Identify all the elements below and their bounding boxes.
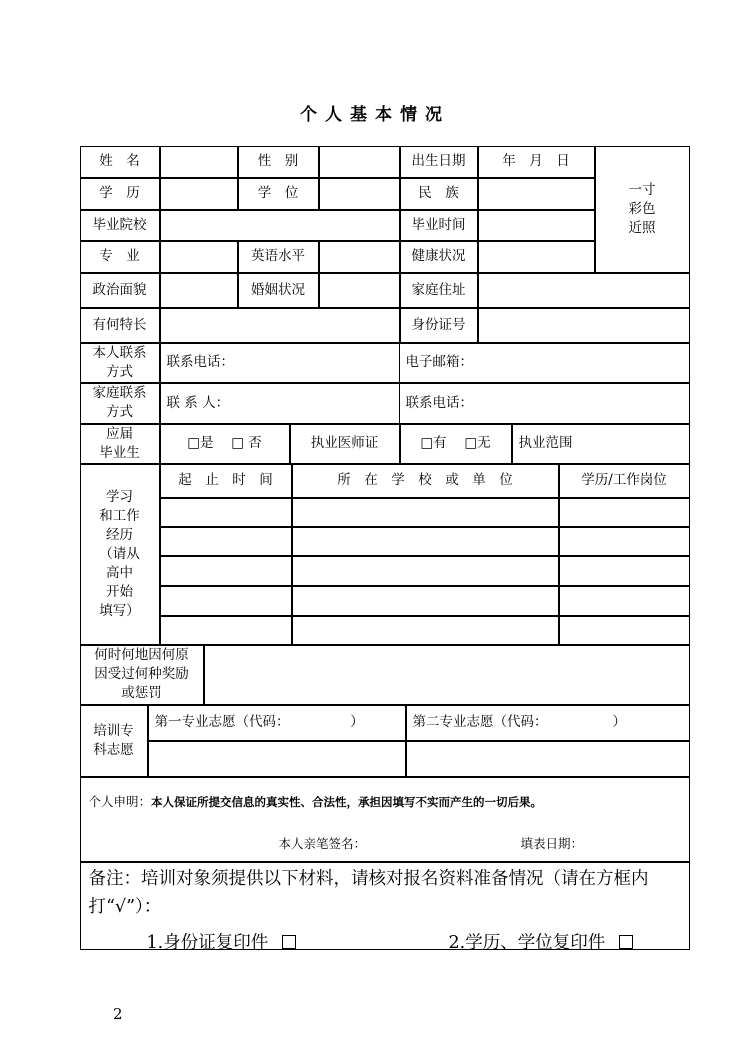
education-field[interactable] xyxy=(160,178,238,210)
id-label: 身份证号 xyxy=(400,308,478,343)
birth-field[interactable]: 年 月 日 xyxy=(478,146,595,178)
signature-field[interactable]: 本人亲笔签名： xyxy=(278,835,367,851)
statement-prefix: 个人申明： xyxy=(88,793,152,809)
page-number: 2 xyxy=(113,1005,123,1023)
history-header-period: 起 止 时 间 xyxy=(160,464,292,498)
personal-info-form xyxy=(80,146,690,953)
gender-field[interactable] xyxy=(319,146,400,178)
specialty-field[interactable] xyxy=(160,308,400,343)
major-field[interactable] xyxy=(160,241,238,273)
family-contact-label: 家庭联系 方式 xyxy=(80,383,160,424)
history-cell[interactable] xyxy=(160,586,292,616)
fill-date-field[interactable]: 填表日期： xyxy=(520,835,584,851)
history-cell[interactable] xyxy=(292,498,559,527)
history-cell[interactable] xyxy=(559,527,690,556)
grad-time-field[interactable] xyxy=(478,210,595,241)
fresh-graduate-options[interactable]: □是 □ 否 xyxy=(160,424,290,464)
rewards-label: 何时何地因何原 因受过何种奖励 或惩罚 xyxy=(80,645,204,705)
second-preference-label: 第二专业志愿（代码： ） xyxy=(406,705,690,741)
history-cell[interactable] xyxy=(292,586,559,616)
license-options[interactable]: □有 □无 xyxy=(400,424,512,464)
remarks-section xyxy=(80,862,690,953)
english-label: 英语水平 xyxy=(238,241,319,273)
fresh-graduate-label: 应届 毕业生 xyxy=(80,424,160,464)
family-phone-field[interactable]: 联系电话： xyxy=(400,383,690,424)
health-field[interactable] xyxy=(478,241,595,273)
training-label: 培训专 科志愿 xyxy=(80,705,148,777)
history-header-position: 学历/工作岗位 xyxy=(559,464,690,498)
rewards-field[interactable] xyxy=(204,645,690,705)
history-cell[interactable] xyxy=(292,556,559,586)
history-label: 学习 和工作 经历 （请从 高中 开始 填写） xyxy=(80,464,160,645)
first-preference-field[interactable] xyxy=(148,741,406,777)
english-field[interactable] xyxy=(319,241,400,273)
political-field[interactable] xyxy=(160,273,238,308)
second-preference-field[interactable] xyxy=(406,741,690,777)
history-cell[interactable] xyxy=(559,616,690,645)
specialty-label: 有何特长 xyxy=(80,308,160,343)
birth-label: 出生日期 xyxy=(400,146,478,178)
ethnicity-label: 民 族 xyxy=(400,178,478,210)
form-title: 个人基本情况 xyxy=(300,105,450,125)
degree-label: 学 位 xyxy=(238,178,319,210)
name-label: 姓 名 xyxy=(80,146,160,178)
self-phone-field[interactable]: 联系电话： xyxy=(160,343,400,383)
ethnicity-field[interactable] xyxy=(478,178,595,210)
degree-field[interactable] xyxy=(319,178,400,210)
id-copy-checkbox[interactable] xyxy=(282,935,296,949)
photo-area[interactable] xyxy=(595,146,690,273)
practice-scope-field[interactable]: 执业范围 xyxy=(512,424,690,464)
marital-label: 婚姻状况 xyxy=(238,273,319,308)
family-contact-field[interactable]: 联 系 人： xyxy=(160,383,400,424)
major-label: 专 业 xyxy=(80,241,160,273)
address-field[interactable] xyxy=(478,273,690,308)
history-cell[interactable] xyxy=(559,586,690,616)
photo-line-2: 彩色 xyxy=(628,200,656,217)
photo-line-3: 近照 xyxy=(628,219,656,236)
marital-field[interactable] xyxy=(319,273,400,308)
personal-statement xyxy=(80,777,690,862)
history-cell[interactable] xyxy=(160,556,292,586)
history-cell[interactable] xyxy=(160,498,292,527)
history-cell[interactable] xyxy=(292,616,559,645)
history-cell[interactable] xyxy=(160,616,292,645)
diploma-copy-checkbox[interactable] xyxy=(619,935,633,949)
history-cell[interactable] xyxy=(559,498,690,527)
education-label: 学 历 xyxy=(80,178,160,210)
history-header-school: 所 在 学 校 或 单 位 xyxy=(292,464,559,498)
grad-time-label: 毕业时间 xyxy=(400,210,478,241)
gender-label: 性 别 xyxy=(238,146,319,178)
self-contact-label: 本人联系 方式 xyxy=(80,343,160,383)
license-label: 执业医师证 xyxy=(290,424,400,464)
school-label: 毕业院校 xyxy=(80,210,160,241)
remarks-text: 备注：培训对象须提供以下材料，请核对报名资料准备情况（请在方框内打“√”）： xyxy=(88,868,649,917)
statement-text: 本人保证所提交信息的真实性、合法性，承担因填写不实而产生的一切后果。 xyxy=(151,794,543,809)
history-cell[interactable] xyxy=(292,527,559,556)
political-label: 政治面貌 xyxy=(80,273,160,308)
name-field[interactable] xyxy=(160,146,238,178)
history-cell[interactable] xyxy=(160,527,292,556)
id-field[interactable] xyxy=(478,308,690,343)
address-label: 家庭住址 xyxy=(400,273,478,308)
health-label: 健康状况 xyxy=(400,241,478,273)
photo-line-1: 一寸 xyxy=(628,181,656,198)
self-email-field[interactable]: 电子邮箱： xyxy=(400,343,690,383)
first-preference-label: 第一专业志愿（代码： ） xyxy=(148,705,406,741)
id-copy-item: 1.身份证复印件 xyxy=(147,929,297,957)
history-cell[interactable] xyxy=(559,556,690,586)
school-field[interactable] xyxy=(160,210,400,241)
diploma-copy-item: 2.学历、学位复印件 xyxy=(449,929,634,957)
